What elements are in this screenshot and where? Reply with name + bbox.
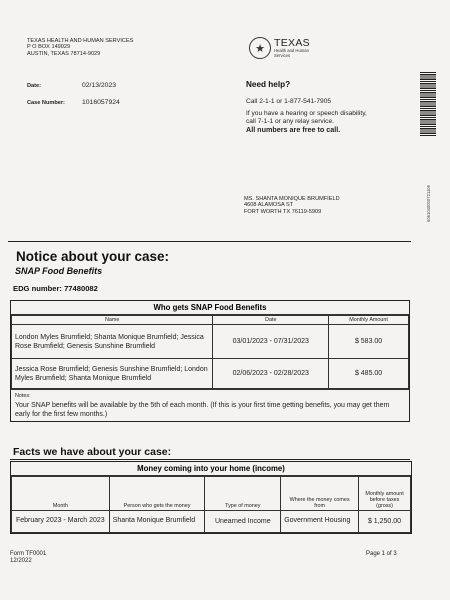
- page-indicator: Page 1 of 3: [366, 551, 397, 557]
- case-number-value: 1016057924: [82, 99, 120, 106]
- facts-title: Facts we have about your case:: [13, 446, 172, 458]
- help-heading: Need help?: [246, 80, 291, 89]
- table-row: Jessica Rose Brumfield; Genesis Sunshine Brumfield; London Myles Brumfield; Shanta Monique Brumfield 02/06/2023 - 02/28/2023 $ 485.00: [12, 359, 409, 389]
- table-row: London Myles Brumfield; Shanta Monique Brumfield; Jessica Rose Brumfield; Genesis Sunshine Brumfield 03/01/2023 - 07/31/2023 $ 583.00: [12, 325, 409, 359]
- barcode: [420, 72, 436, 136]
- column-header: Month: [12, 477, 110, 511]
- income-table-title: Money coming into your home (income): [11, 462, 411, 476]
- column-header: Type of money: [205, 477, 281, 511]
- snap-benefits-table: [10, 300, 410, 422]
- snap-table-title: Who gets SNAP Food Benefits: [11, 301, 409, 315]
- texas-seal-icon: ★: [249, 37, 271, 59]
- date-label: Date:: [27, 83, 41, 89]
- form-id: Form TF0001 12/2022: [10, 551, 47, 564]
- notice-subtitle: SNAP Food Benefits: [15, 266, 103, 276]
- edg-number: EDG number: 77480082: [13, 284, 98, 293]
- recipient-address: MS. SHANTA MONIQUE BRUMFIELD 4608 ALAMOSA ST FORT WORTH TX 76119-5909: [244, 196, 340, 215]
- notes-box: Notes: Your SNAP benefits will be available by the 5th of each month. (If this is your first time getting benefits, you may get them early for the first few months.): [11, 389, 409, 421]
- column-header: Name: [12, 316, 213, 325]
- column-header: Where the money comes from: [281, 477, 359, 511]
- column-header: Monthly Amount: [329, 316, 409, 325]
- column-header: Person who gets the money: [109, 477, 205, 511]
- notice-title: Notice about your case:: [16, 249, 170, 264]
- case-number-label: Case Number:: [27, 100, 65, 106]
- column-header: Date: [213, 316, 329, 325]
- income-table: [10, 461, 412, 534]
- document-number: 6061040000721106: [426, 185, 431, 222]
- agency-logo: ★ TEXAS Health and Human Services: [249, 37, 310, 59]
- sender-address: TEXAS HEALTH AND HUMAN SERVICES P O BOX 149029 AUSTIN, TEXAS 78714-9029: [27, 38, 134, 57]
- table-row: February 2023 - March 2023 Shanta Monique Brumfield Unearned Income Government Housing $ 1,250.00: [12, 511, 411, 533]
- top-divider: [8, 241, 411, 242]
- help-text: Call 2-1-1 or 1-877-541-7905 If you have a hearing or speech disability, call 7-1-1 or any relay service. All numbers are free to call.: [246, 98, 367, 134]
- facts-divider: [10, 459, 410, 460]
- date-value: 02/13/2023: [82, 82, 117, 89]
- column-header: Monthly amount before taxes (gross): [359, 477, 411, 511]
